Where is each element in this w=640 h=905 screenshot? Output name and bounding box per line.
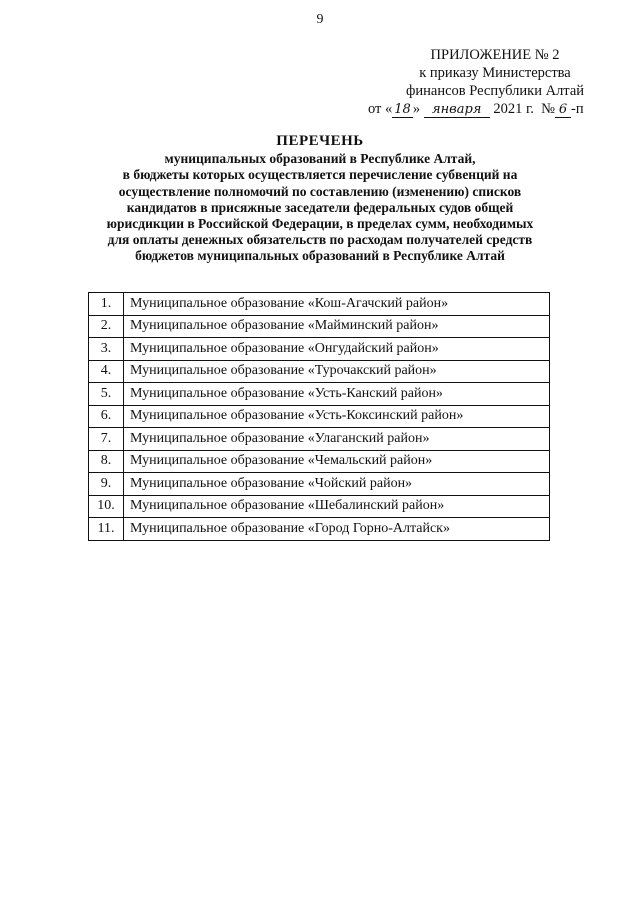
title-line: кандидатов в присяжные заседатели федеральных судов общей [126, 199, 514, 215]
title-heading: ПЕРЕЧЕНЬ [276, 133, 364, 149]
table-row [89, 518, 550, 541]
row-text: Муниципальное образование «Онгудайский район» [124, 338, 550, 361]
row-text: Муниципальное образование «Улаганский район» [124, 428, 550, 451]
title-line: юрисдикции в Российской Федерации, в пределах сумм, необходимых [106, 216, 534, 232]
table-row [89, 495, 550, 518]
row-text: Муниципальное образование «Шебалинский район» [124, 495, 550, 518]
table-row [89, 293, 550, 316]
table-row [89, 473, 550, 496]
row-number: 7. [89, 428, 124, 451]
row-text: Муниципальное образование «Кош-Агачский район» [124, 293, 550, 316]
title-line: муниципальных образований в Республике Алтай, [164, 151, 476, 167]
row-number: 9. [89, 473, 124, 496]
row-text: Муниципальное образование «Усть-Канский район» [124, 383, 550, 406]
document-title [90, 133, 550, 265]
table-row [89, 338, 550, 361]
row-number: 8. [89, 450, 124, 473]
date-month-handwritten: января [424, 103, 490, 118]
row-text: Муниципальное образование «Майминский район» [124, 315, 550, 338]
title-line: для оплаты денежных обязательств по расходам получателей средств [107, 232, 533, 248]
row-number: 10. [89, 495, 124, 518]
order-number-handwritten: 6 [555, 103, 571, 118]
appendix-order-line: к приказу Министерства [419, 65, 571, 81]
row-text: Муниципальное образование «Усть-Коксинский район» [124, 405, 550, 428]
row-number: 5. [89, 383, 124, 406]
row-text: Муниципальное образование «Турочакский район» [124, 360, 550, 383]
appendix-ministry-line: финансов Республики Алтай [405, 83, 585, 99]
row-number: 4. [89, 360, 124, 383]
date-quote-close: » [412, 101, 421, 117]
row-number: 1. [89, 293, 124, 316]
table-row [89, 383, 550, 406]
appendix-date-line [368, 100, 630, 118]
row-number: 2. [89, 315, 124, 338]
date-day-handwritten: 18 [394, 102, 411, 117]
number-prefix: № [541, 101, 555, 117]
row-number: 6. [89, 405, 124, 428]
date-year: 2021 г. [493, 101, 534, 117]
date-prefix: от « [368, 101, 393, 117]
table-row [89, 428, 550, 451]
row-text: Муниципальное образование «Город Горно-Алтайск» [124, 518, 550, 541]
table-row [89, 405, 550, 428]
row-text: Муниципальное образование «Чойский район» [124, 473, 550, 496]
number-suffix: -п [570, 101, 584, 117]
row-number: 11. [89, 518, 124, 541]
table-row [89, 450, 550, 473]
row-number: 3. [89, 338, 124, 361]
title-line: в бюджеты которых осуществляется перечисление субвенций на [122, 167, 518, 183]
table-row [89, 360, 550, 383]
row-text: Муниципальное образование «Чемальский район» [124, 450, 550, 473]
title-line: бюджетов муниципальных образований в Республике Алтай [135, 248, 505, 264]
title-line: осуществление полномочий по составлению (изменению) списков [118, 183, 522, 199]
appendix-title: ПРИЛОЖЕНИЕ № 2 [430, 47, 560, 63]
appendix-block [360, 46, 630, 118]
municipalities-table [88, 292, 550, 541]
page-number: 9 [316, 12, 324, 27]
table-row [89, 315, 550, 338]
